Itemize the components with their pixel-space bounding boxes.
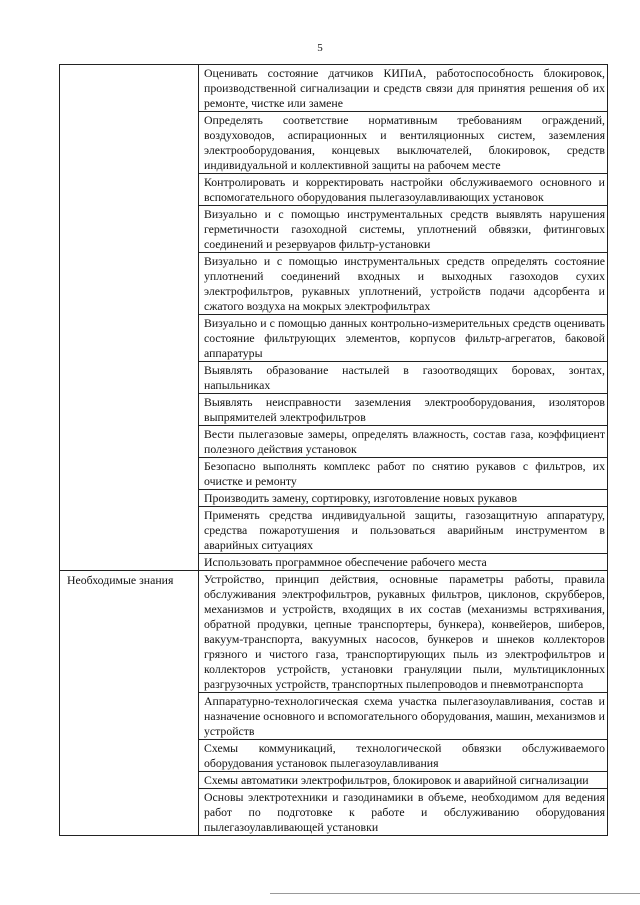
list-item: Безопасно выполнять комплекс работ по снятию рукавов с фильтров, их очистке и ремонту bbox=[199, 458, 607, 490]
bottom-rule bbox=[270, 893, 640, 894]
list-item: Выявлять неисправности заземления электрооборудования, изоляторов выпрямителей электрофильтров bbox=[199, 394, 607, 426]
competency-table bbox=[59, 64, 608, 836]
row-label-cell bbox=[60, 65, 199, 571]
row-label bbox=[60, 65, 198, 67]
list-item: Производить замену, сортировку, изготовление новых рукавов bbox=[199, 490, 607, 507]
list-item: Устройство, принцип действия, основные параметры работы, правила обслуживания электрофильтров, рукавных фильтров, циклонов, скрубберов, механизмов и устройств, входящих в их состав (механизмы встряхивания, обратной продувки, цепные транспортеры, бункера), конвейеров, шиберов, вакуум-транспорта, вакуумных насосов, бункеров и шнеков коллекторов грязного и чистого газа, транспортирующих пыль из электрофильтров и коллекторов устройств, установки грануляции пыли, мультициклонных разгрузочных устройств, транспортных пылепроводов и пневмотранспорта bbox=[199, 571, 607, 693]
list-item: Выявлять образование настылей в газоотводящих боровах, зонтах, напыльниках bbox=[199, 362, 607, 394]
list-item: Аппаратурно-технологическая схема участка пылегазоулавливания, состав и назначение основного и вспомогательного оборудования, машин, механизмов и устройств bbox=[199, 693, 607, 740]
list-item: Использовать программное обеспечение рабочего места bbox=[204, 555, 487, 569]
table-row bbox=[60, 65, 608, 571]
list-item: Применять средства индивидуальной защиты, газозащитную аппаратуру, средства пожаротушения и пользоваться аварийным инструментом в аварийных ситуациях bbox=[199, 507, 607, 554]
list-item: Визуально и с помощью данных контрольно-измерительных средств оценивать состояние фильтрующих элементов, корпусов фильтр-агрегатов, баковой аппаратуры bbox=[199, 315, 607, 362]
list-item: Контролировать и корректировать настройки обслуживаемого основного и вспомогательного оборудования пылегазоулавливающих установок bbox=[199, 174, 607, 206]
list-item: Схемы коммуникаций, технологической обвязки обслуживаемого оборудования установок пылегазоулавливания bbox=[199, 740, 607, 772]
list-item: Оценивать состояние датчиков КИПиА, работоспособность блокировок, производственной сигнализации и средств связи для принятия решения об их ремонте, чистке или замене bbox=[199, 65, 607, 112]
list-item: Схемы автоматики электрофильтров, блокировок и аварийной сигнализации bbox=[199, 772, 607, 789]
page-number: 5 bbox=[317, 42, 323, 54]
list-item: Визуально и с помощью инструментальных средств определять состояние уплотнений соединений входных и выходных газоходов сухих электрофильтров, рукавных уплотнений, устройств подачи адсорбента и сжатого воздуха на мокрых электрофильтрах bbox=[199, 253, 607, 315]
list-item: Вести пылегазовые замеры, определять влажность, состав газа, коэффициент полезного действия установок bbox=[199, 426, 607, 458]
list-item: Основы электротехники и газодинамики в объеме, необходимом для ведения работ по подготовке к работе и обслуживанию оборудования пылегазоулавливающей установки bbox=[204, 790, 605, 834]
table-row bbox=[60, 571, 608, 836]
list-item: Визуально и с помощью инструментальных средств выявлять нарушения герметичности газоходной системы, уплотнений обвязки, фитинговых соединений и резервуаров фильтр-установки bbox=[199, 206, 607, 253]
row-items-cell bbox=[199, 571, 608, 836]
list-item: Определять соответствие нормативным требованиям ограждений, воздуховодов, аспирационных и вентиляционных систем, заземления электрооборудования, концевых выключателей, блокировок, средств индивидуальной и коллективной защиты на рабочем месте bbox=[199, 112, 607, 174]
row-label-cell bbox=[60, 571, 199, 836]
row-label: Необходимые знания bbox=[67, 573, 174, 587]
row-items-cell bbox=[199, 65, 608, 571]
